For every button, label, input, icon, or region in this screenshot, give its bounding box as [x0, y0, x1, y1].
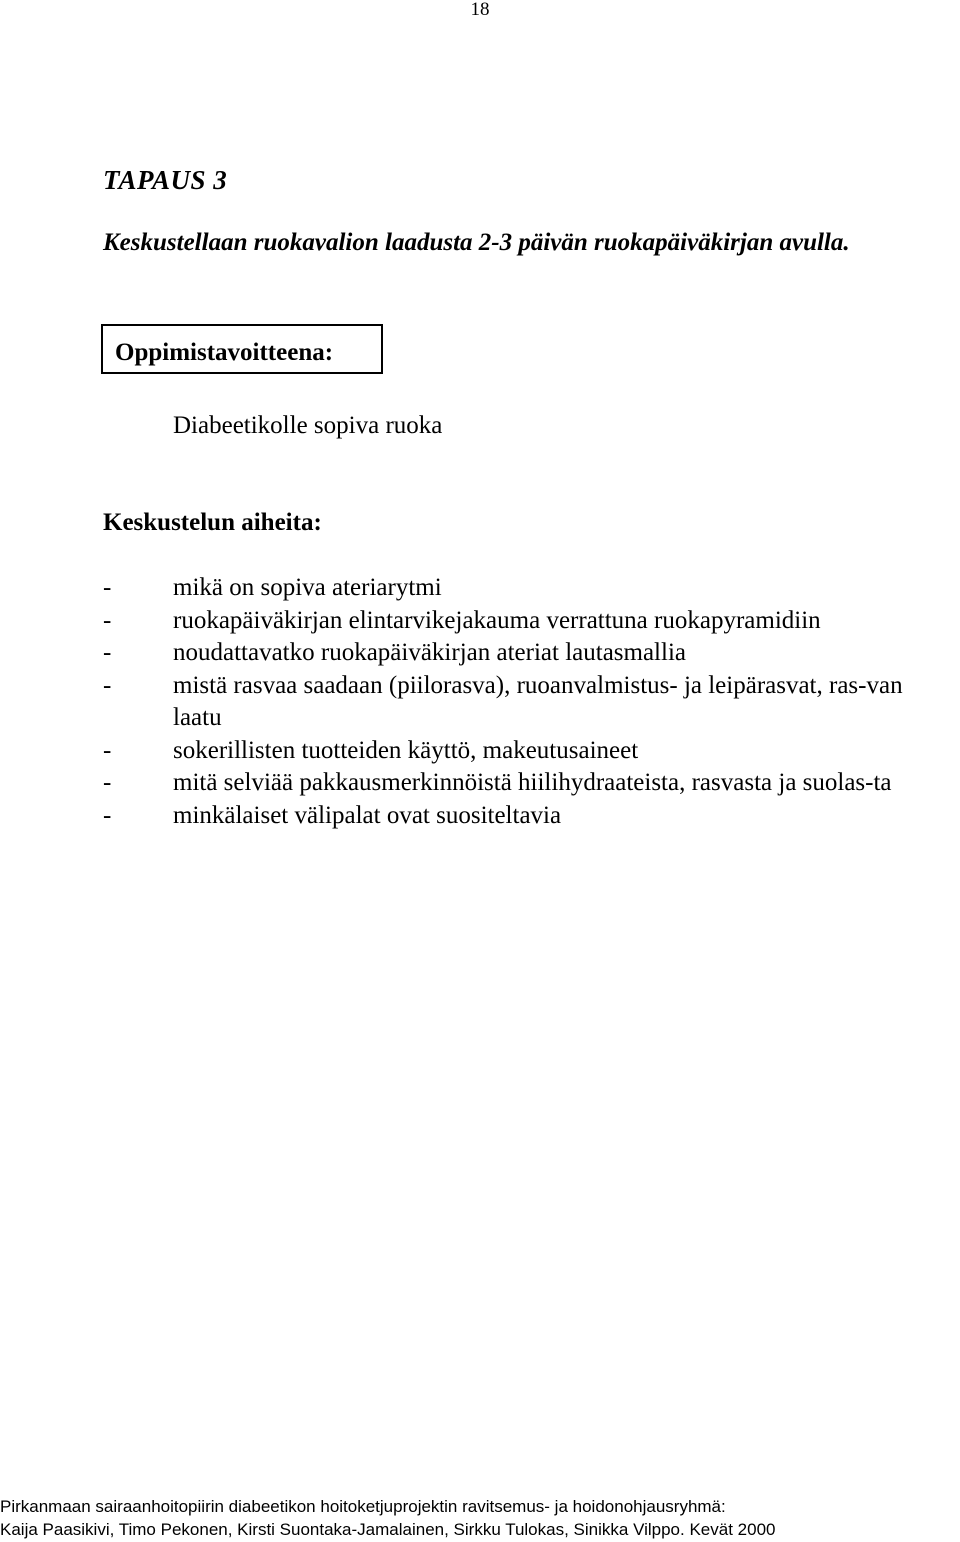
list-item	[103, 800, 953, 833]
bullet-dash: -	[103, 769, 112, 796]
bullet-dash: -	[103, 574, 112, 601]
list-item	[103, 670, 953, 735]
bullet-dash: -	[103, 801, 112, 829]
list-item	[103, 572, 953, 605]
bullet-dash: -	[103, 736, 112, 764]
case-title: TAPAUS 3	[103, 165, 228, 195]
objective-text: Diabeetikolle sopiva ruoka	[173, 412, 443, 439]
topic-text: mikä on sopiva ateriarytmi	[173, 574, 442, 601]
topics-heading: Keskustelun aiheita:	[103, 509, 322, 536]
list-item	[103, 637, 953, 670]
topic-text: mitä selviää pakkausmerkinnöistä hiilihydraateista, rasvasta ja suolas-ta	[173, 769, 892, 796]
objective-label: Oppimistavoitteena:	[115, 339, 334, 366]
topics-list	[103, 572, 953, 832]
topic-text: ruokapäiväkirjan elintarvikejakauma verrattuna ruokapyramidiin	[173, 606, 821, 634]
list-item	[103, 767, 953, 800]
list-item	[103, 605, 953, 638]
topic-text: minkälaiset välipalat ovat suositeltavia	[173, 801, 562, 829]
topic-text: mistä rasvaa saadaan (piilorasva), ruoanvalmistus- ja leipärasvat, ras-van laatu	[173, 671, 903, 731]
topic-text: noudattavatko ruokapäiväkirjan ateriat lautasmallia	[173, 639, 686, 666]
topic-text: sokerillisten tuotteiden käyttö, makeutusaineet	[173, 736, 639, 764]
bullet-dash: -	[103, 671, 112, 699]
list-item	[103, 735, 953, 768]
case-subtitle: Keskustellaan ruokavalion laadusta 2-3 päivän ruokapäiväkirjan avulla.	[103, 229, 850, 256]
bullet-dash: -	[103, 606, 112, 634]
bullet-dash: -	[103, 639, 112, 666]
footer-project-line: Pirkanmaan sairaanhoitopiirin diabeetikon hoitoketjuprojektin ravitsemus- ja hoidonohjausryhmä:	[0, 1497, 726, 1516]
footer-authors-line: Kaija Paasikivi, Timo Pekonen, Kirsti Suontaka-Jamalainen, Sirkku Tulokas, Sinikka Vilppo. Kevät 2000	[0, 1520, 776, 1539]
page-number: 18	[470, 0, 490, 20]
